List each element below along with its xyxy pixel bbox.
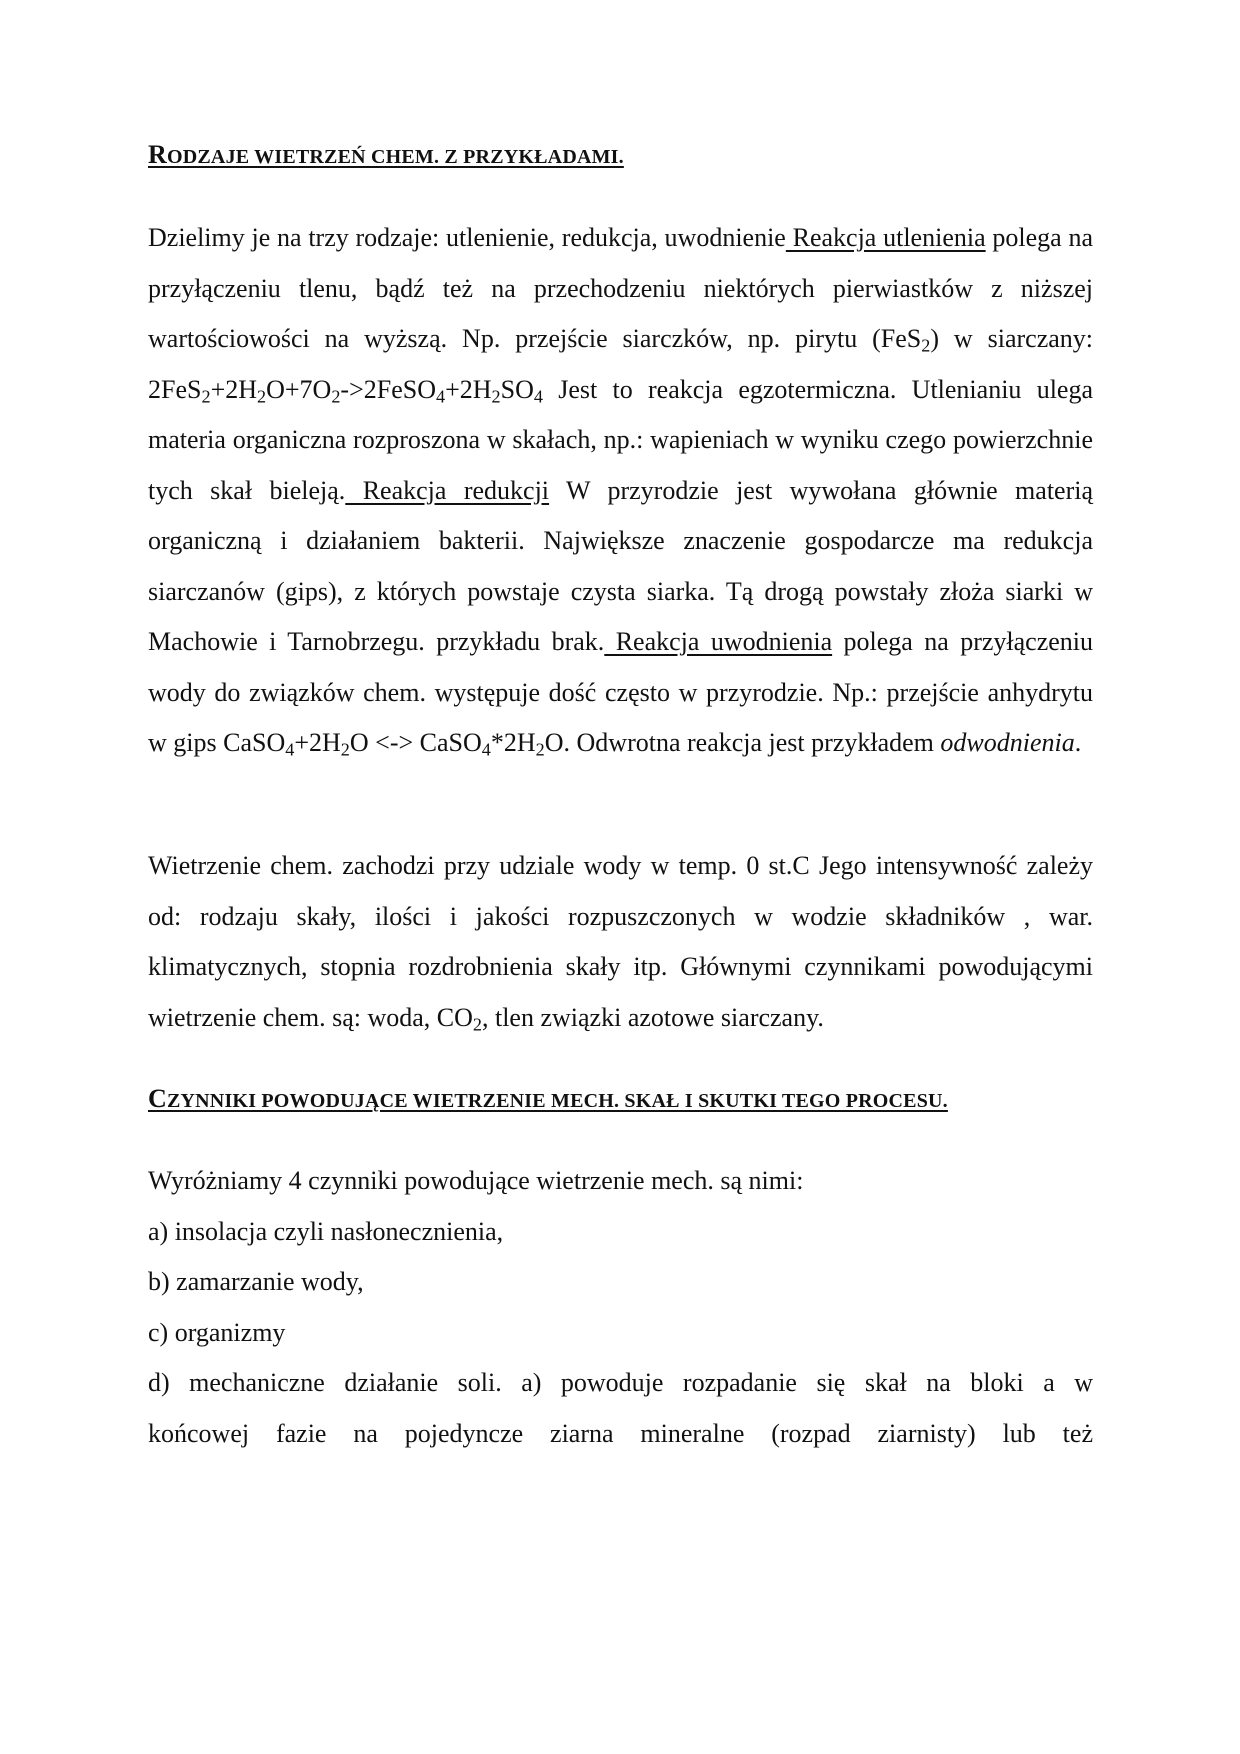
term-oxidation: Reakcja utlenienia — [785, 223, 986, 252]
list-item-organisms: c) organizmy — [148, 1317, 286, 1347]
section-heading-chemical-weathering: RODZAJE WIETRZEŃ CHEM. Z PRZYKŁADAMI. — [148, 140, 624, 169]
list-item-salt-action: d) mechaniczne działanie soli. a) powoduje rozpadanie się skał na bloki a w — [148, 1368, 1093, 1397]
term-dehydration: odwodnienia — [940, 728, 1075, 757]
list-item-freezing-water: b) zamarzanie wody, — [148, 1267, 364, 1296]
term-reduction: Reakcja redukcji — [345, 475, 550, 505]
section-heading-mechanical-weathering: CZYNNIKI POWODUJĄCE WIETRZENIE MECH. SKAŁ I SKUTKI TEGO PROCESU. — [148, 1084, 948, 1113]
list-mechanical-weathering-factors — [148, 1156, 1093, 1459]
list-item-insolation: a) insolacja czyli nasłonecznienia, — [148, 1216, 504, 1246]
paragraph-chemical-weathering-types: Dzielimy je na trzy rodzaje: utlenienie, redukcja, uwodnienie Reakcja utlenienia polega na przyłączeniu tlenu, bądź też na przechodzeniu niektórych pierwiastków z niższej wartościowości na wyższą. Np. przejście siarczków, np. pirytu (FeS$_2$) w siarczany: $2FeS_2+2H_2O+7O_2->2FeSO_4+2H_2SO_4$ Jest to reakcja egzotermiczna. Utlenianiu ulega materia organiczna rozproszona w skałach, np.: wapieniach w wyniku czego powierzchnie tych skał bieleją. Reakcja redukcji W przyrodzie jest wywołana głównie materią organiczną i działaniem bakterii. Największe znaczenie gospodarcze ma redukcja siarczanów (gips), z których powstaje czysta siarka. Tą drogą powstały złoża siarki w Machowie i Tarnobrzegu. przykładu brak. Reakcja uwodnienia polega na przyłączeniu wody do związków chem. występuje dość często w przyrodzie. Np.: przejście anhydrytu w gips $CaSO_4+2H_2O$ <-> $CaSO_4*2H_2O$. Odwrotna reakcja jest przykładem odwodnienia. — [148, 223, 1094, 760]
list-item-salt-action-continued: końcowej fazie na pojedyncze ziarna mineralne (rozpad ziarnisty) lub też — [148, 1418, 1093, 1448]
paragraph-chemical-weathering-conditions: Wietrzenie chem. zachodzi przy udziale wody w temp. 0 st.C Jego intensywność zależy od: rodzaju skały, ilości i jakości rozpuszczonych w wodzie składników , war. klimatycznych, stopnia rozdrobnienia skały itp. Głównymi czynnikami powodującymi wietrzenie chem. są: woda, $CO_2$, tlen związki azotowe siarczany. — [148, 851, 1093, 1035]
term-hydration: Reakcja uwodnienia — [604, 627, 833, 656]
list-intro: Wyróżniamy 4 czynniki powodujące wietrzenie mech. są nimi: — [148, 1166, 804, 1195]
